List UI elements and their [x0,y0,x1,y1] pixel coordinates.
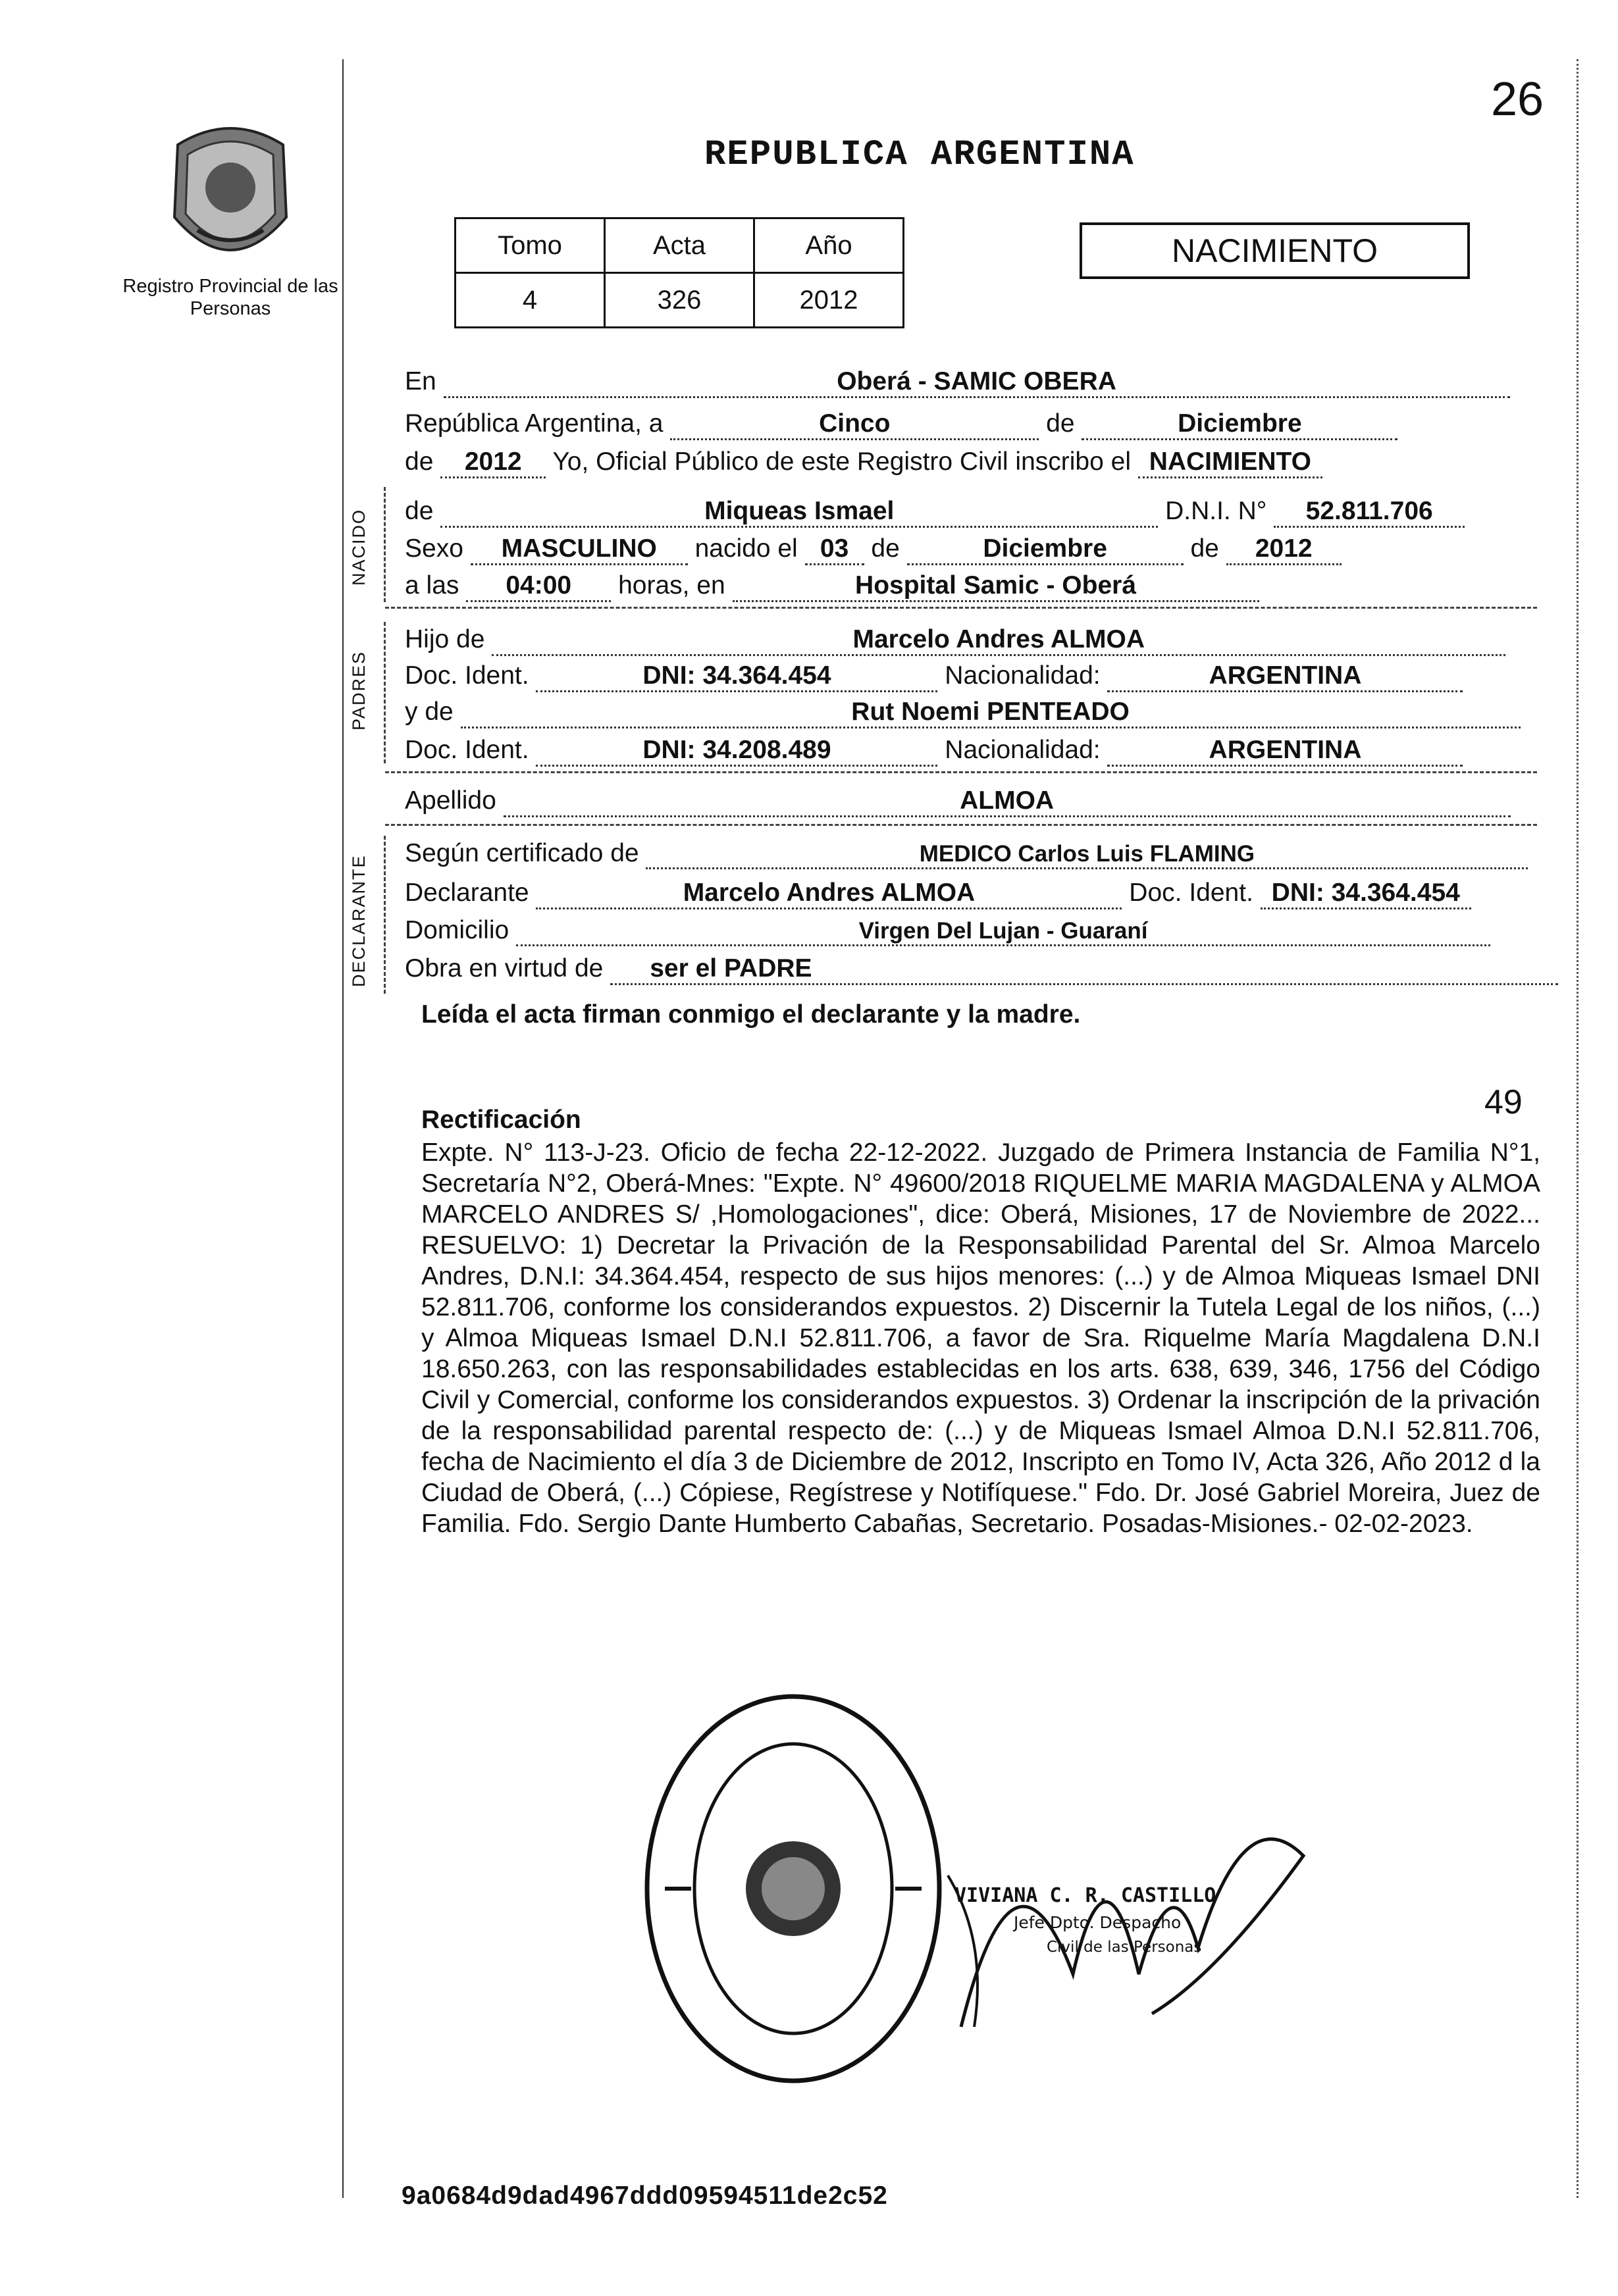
provincial-seal-icon [158,118,303,276]
declarante-doc: DNI: 34.364.454 [1261,879,1471,909]
en-line [405,367,1534,400]
table-header: Acta [605,218,754,273]
section-divider [385,771,1537,773]
svg-text:VIVIANA C. R. CASTILLO: VIVIANA C. R. CASTILLO [954,1884,1216,1907]
field-label: Apellido [405,786,496,815]
table-cell: 4 [456,273,605,328]
field-label: de [405,447,434,476]
section-bracket [384,836,386,994]
obra-line [405,954,1534,987]
padre-doc: DNI: 34.364.454 [536,661,937,692]
padre-nacionalidad: ARGENTINA [1107,661,1463,692]
field-label: Declarante [405,879,529,907]
field-label: nacido el [694,534,798,563]
hora-value: 04:00 [466,571,611,602]
field-label: República Argentina, a [405,409,664,438]
field-label: Sexo [405,534,463,563]
padre-nombre: Marcelo Andres ALMOA [492,625,1505,656]
nacido-mes: Diciembre [907,534,1184,565]
madre-nacionalidad: ARGENTINA [1107,736,1463,767]
domicilio-line [405,916,1534,949]
declarante-value: Marcelo Andres ALMOA [536,879,1122,909]
table-header: Tomo [456,218,605,273]
lugar-inscripcion: Oberá - SAMIC OBERA [444,367,1510,398]
field-label: D.N.I. N° [1165,497,1267,525]
inscribo-value: NACIMIENTO [1138,447,1322,478]
rectificacion-title: Rectificación [421,1106,581,1134]
field-label: a las [405,571,459,600]
official-stamp-icon [642,1691,945,2086]
sexo-value: MASCULINO [471,534,688,565]
nacido-dia: 03 [805,534,864,565]
closing-statement: Leída el acta firman conmigo el declarante y la madre. [421,1000,1081,1029]
certificado-line [405,839,1534,872]
mes-value: Diciembre [1082,409,1397,440]
table-cell: 2012 [754,273,904,328]
field-label: de [1190,534,1219,563]
section-divider [385,824,1537,826]
padre-doc-line [405,661,1534,694]
field-label: horas, en [618,571,725,600]
sexo-line [405,534,1534,567]
field-label: Nacionalidad: [945,661,1101,690]
section-divider [385,607,1537,609]
field-label: Yo, Oficial Público de este Registro Civil inscribo el [552,447,1131,476]
madre-nombre: Rut Noemi PENTEADO [461,698,1521,728]
field-label: Doc. Ident. [405,736,529,764]
nombre-value: Miqueas Ismael [440,497,1158,528]
inscribo-line [405,447,1534,480]
domicilio-value: Virgen Del Lujan - Guaraní [516,918,1490,946]
apellido-line [405,786,1534,819]
field-label: de [871,534,900,563]
field-label: y de [405,698,454,726]
section-label-nacido: NACIDO [349,508,369,586]
field-label: Doc. Ident. [405,661,529,690]
madre-doc: DNI: 34.208.489 [536,736,937,767]
table-header: Año [754,218,904,273]
tomo-acta-table [454,217,904,328]
document-title: REPUBLICA ARGENTINA [704,135,1135,175]
padre-line [405,625,1534,658]
field-label: Obra en virtud de [405,954,604,982]
table-cell: 326 [605,273,754,328]
document-hash: 9a0684d9dad4967ddd09594511de2c52 [402,2181,888,2210]
document-type-box: NACIMIENTO [1080,222,1470,279]
margin-number: 49 [1484,1083,1523,1121]
fecha-line [405,409,1534,442]
section-bracket [384,487,386,602]
field-label: Domicilio [405,916,509,944]
lugar-nacimiento: Hospital Samic - Oberá [733,571,1259,602]
declarante-line [405,879,1534,911]
rectificacion-body: Expte. N° 113-J-23. Oficio de fecha 22-12-2022. Juzgado de Primera Instancia de Familia N°1, Secretaría N°2, Oberá-Mnes: "Expte. N° 49600/2018 RIQUELME MARIA MAGDALENA y ALMOA MARCELO ANDRES S/ ,Homologaciones", dice: Oberá, Misiones, 17 de Noviembre de 2022... RESUELVO: 1) Decretar la Privación de la Responsabilidad Parental del Sr. Almoa Marcelo Andres, D.N.I: 34.364.454, respecto de sus hijos menores: (...) y de Almoa Miqueas Ismael DNI 52.811.706, conforme los considerandos expuestos. 2) Discernir la Tutela Legal de los niños, (...) y Almoa Miqueas Ismael D.N.I 52.811.706, a favor de Sra. Riquelme María Magdalena D.N.I 18.650.263, con las responsabilidades establecidas en los arts. 638, 639, 346, 1756 del Código Civil y Comercial, conforme los considerandos expuestos. 3) Ordenar la inscripción de la privación de la responsabilidad parental respecto de: (...) y de Miqueas Ismael Almoa D.N.I 52.811.706, fecha de Nacimiento el día 3 de Diciembre de 2012, Inscripto en Tomo IV, Acta 326, Año 2012 d la Ciudad de Oberá, (...) Cópiese, Regístrese y Notifíquese." Fdo. Dr. José Gabriel Moreira, Juez de Familia. Fdo. Sergio Dante Humberto Cabañas, Secretario. Posadas-Misiones.- 02-02-2023. [421,1138,1540,1538]
right-margin-rule [1577,59,1579,2198]
signature-icon [935,1777,1330,2053]
registry-label: Registro Provincial de las Personas [122,276,338,319]
left-margin-rule [342,59,344,2198]
dia-value: Cinco [670,409,1039,440]
field-label: de [405,497,434,525]
field-label: Según certificado de [405,839,639,867]
field-label: En [405,367,436,395]
madre-doc-line [405,736,1534,769]
section-label-padres: PADRES [349,650,369,730]
field-label: Hijo de [405,625,485,653]
nombre-line [405,497,1534,530]
obra-value: ser el PADRE [610,954,1558,985]
page-number: 26 [1491,73,1544,126]
hora-line [405,571,1534,604]
section-bracket [384,622,386,763]
svg-text:Civil de las Personas: Civil de las Personas [1047,1939,1202,1956]
section-label-declarante: DECLARANTE [349,854,369,987]
dni-value: 52.811.706 [1274,497,1465,528]
madre-line [405,698,1534,730]
certificado-value: MEDICO Carlos Luis FLAMING [646,841,1528,869]
apellido-value: ALMOA [504,786,1511,817]
field-label: de [1046,409,1075,438]
field-label: Doc. Ident. [1129,879,1253,907]
nacido-anio: 2012 [1226,534,1342,565]
field-label: Nacionalidad: [945,736,1101,764]
svg-text:Jefe Dpto. Despacho: Jefe Dpto. Despacho [1014,1913,1182,1932]
anio-value: 2012 [440,447,546,478]
